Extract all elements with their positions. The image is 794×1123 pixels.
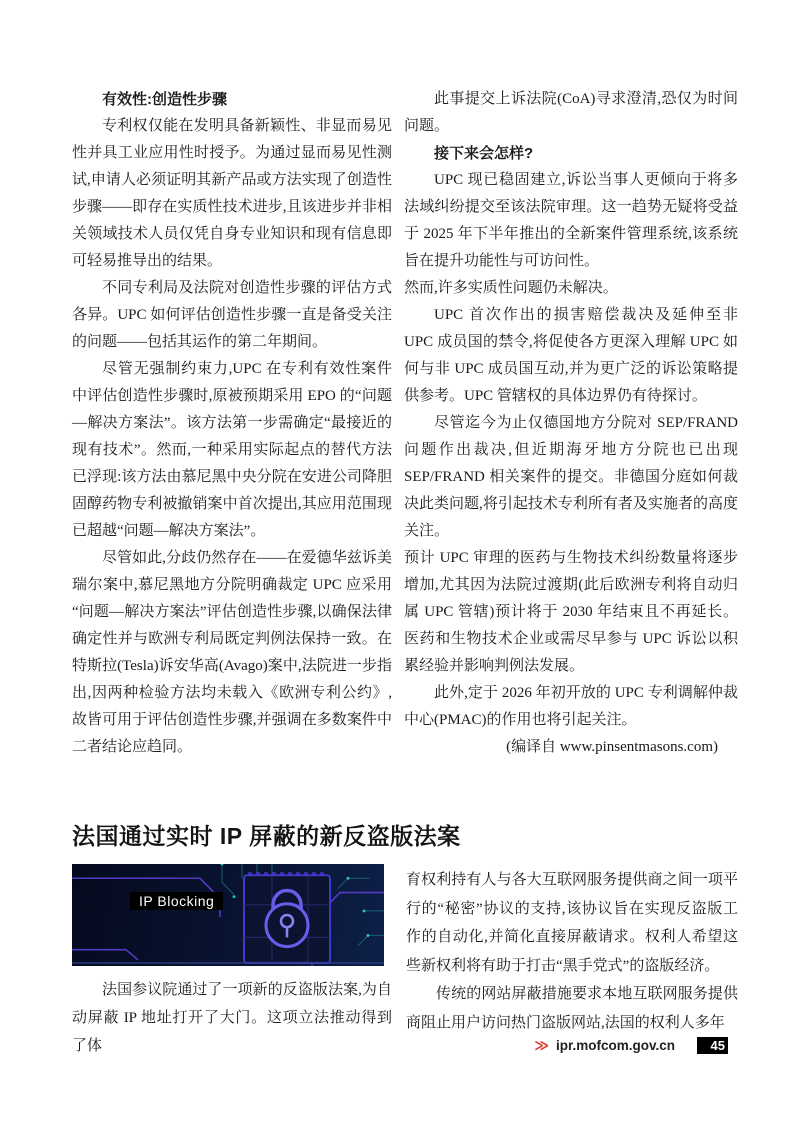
paragraph: 尽管无强制约束力,UPC 在专利有效性案件中评估创造性步骤时,原被预期采用 EPO 的“问题—解决方案法”。该方法第一步需确定“最接近的现有技术”。然而,一种采用实际起点的替代方法已浮现:该方法由慕尼黑中央分院在安进公司降胆固醇药物专利被撤销案中首次提出,其应用范围现已超越“问题—解决方案法”。 — [72, 361, 392, 539]
circuit-lock-illustration — [72, 864, 384, 966]
paragraph: 育权利持有人与各大互联网服务提供商之间一项平行的“秘密”协议的支持,该协议旨在实现反盗版工作的自动化,并简化直接屏蔽请求。权利人希望这些新权利将有助于打击“黑手党式”的盗版经济。 — [406, 872, 738, 974]
article-image — [72, 864, 384, 966]
footer-url: ipr.mofcom.gov.cn — [555, 1037, 675, 1053]
paragraph: 尽管如此,分歧仍然存在——在爱德华兹诉美瑞尔案中,慕尼黑地方分院明确裁定 UPC 应采用“问题—解决方案法”评估创造性步骤,以确保法律确定性并与欧洲专利局既定判例法保持一致。在特斯拉(Tesla)诉安华高(Avago)案中,法院进一步指出,因两种检验方法均未载入《欧洲专利公约》,故皆可用于评估创造性步骤,并强调在多数案件中二者结论应趋同。 — [72, 550, 392, 755]
upc-left-column — [72, 86, 392, 761]
subhead-whats-next: 接下来会怎样? — [434, 145, 534, 162]
subhead-validity: 有效性:创造性步骤 — [102, 91, 227, 108]
footer — [534, 1036, 728, 1054]
france-right-column — [406, 864, 738, 1060]
paragraph: 专利权仅能在发明具备新颖性、非显而易见性并具工业应用性时授予。为通过显而易见性测试,申请人必须证明其新产品或方法实现了创造性步骤——即存在实质性技术进步,且该进步并非相关领域技术人员仅凭自身专业知识和现有信息即可轻易推导出的结果。 — [72, 118, 392, 269]
paragraph: 法国参议院通过了一项新的反盗版法案,为自动屏蔽 IP 地址打开了大门。这项立法推动得到了体 — [72, 982, 392, 1054]
paragraph: 不同专利局及法院对创造性步骤的评估方式各异。UPC 如何评估创造性步骤一直是备受关注的问题——包括其运作的第二年期间。 — [72, 280, 392, 350]
upc-article — [72, 86, 738, 761]
upc-right-column — [404, 86, 738, 761]
france-article — [72, 864, 738, 1060]
paragraph: 此事提交上诉法院(CoA)寻求澄清,恐仅为时间问题。 — [404, 91, 738, 134]
source-attribution: (编译自 www.pinsentmasons.com) — [506, 739, 718, 755]
ip-blocking-label: IP Blocking — [130, 892, 223, 910]
chevrons-icon: ≫ — [534, 1036, 548, 1053]
page-number-badge: 45 — [697, 1037, 728, 1054]
paragraph: UPC 现已稳固建立,诉讼当事人更倾向于将多法域纠纷提交至该法院审理。这一趋势无疑将受益于 2025 年下半年推出的全新案件管理系统,该系统旨在提升功能性与可访问性。 — [404, 172, 738, 269]
paragraph: 传统的网站屏蔽措施要求本地互联网服务提供商阻止用户访问热门盗版网站,法国的权利人多年 — [406, 986, 738, 1031]
paragraph: 尽管迄今为止仅德国地方分院对 SEP/FRAND 问题作出裁决,但近期海牙地方分院也已出现 SEP/FRAND 相关案件的提交。非德国分庭如何裁决此类问题,将引起技术专利所有者及实施者的高度关注。 — [404, 415, 738, 539]
chip-lock-icon — [244, 872, 330, 963]
paragraph: 然而,许多实质性问题仍未解决。 — [404, 280, 618, 296]
paragraph: UPC 首次作出的损害赔偿裁决及延伸至非 UPC 成员国的禁令,将促使各方更深入理解 UPC 如何与非 UPC 成员国互动,并为更广泛的诉讼策略提供参考。UPC 管辖权的具体边界仍有待探讨。 — [404, 307, 738, 404]
section-title: 法国通过实时 IP 屏蔽的新反盗版法案 — [72, 823, 461, 849]
paragraph: 此外,定于 2026 年初开放的 UPC 专利调解仲裁中心(PMAC)的作用也将引起关注。 — [404, 685, 738, 728]
paragraph: 预计 UPC 审理的医药与生物技术纠纷数量将逐步增加,尤其因为法院过渡期(此后欧洲专利将自动归属 UPC 管辖)预计将于 2030 年结束且不再延长。医药和生物技术企业或需尽早参与 UPC 诉讼以积累经验并影响判例法发展。 — [404, 550, 738, 674]
france-left-column — [72, 864, 392, 1060]
